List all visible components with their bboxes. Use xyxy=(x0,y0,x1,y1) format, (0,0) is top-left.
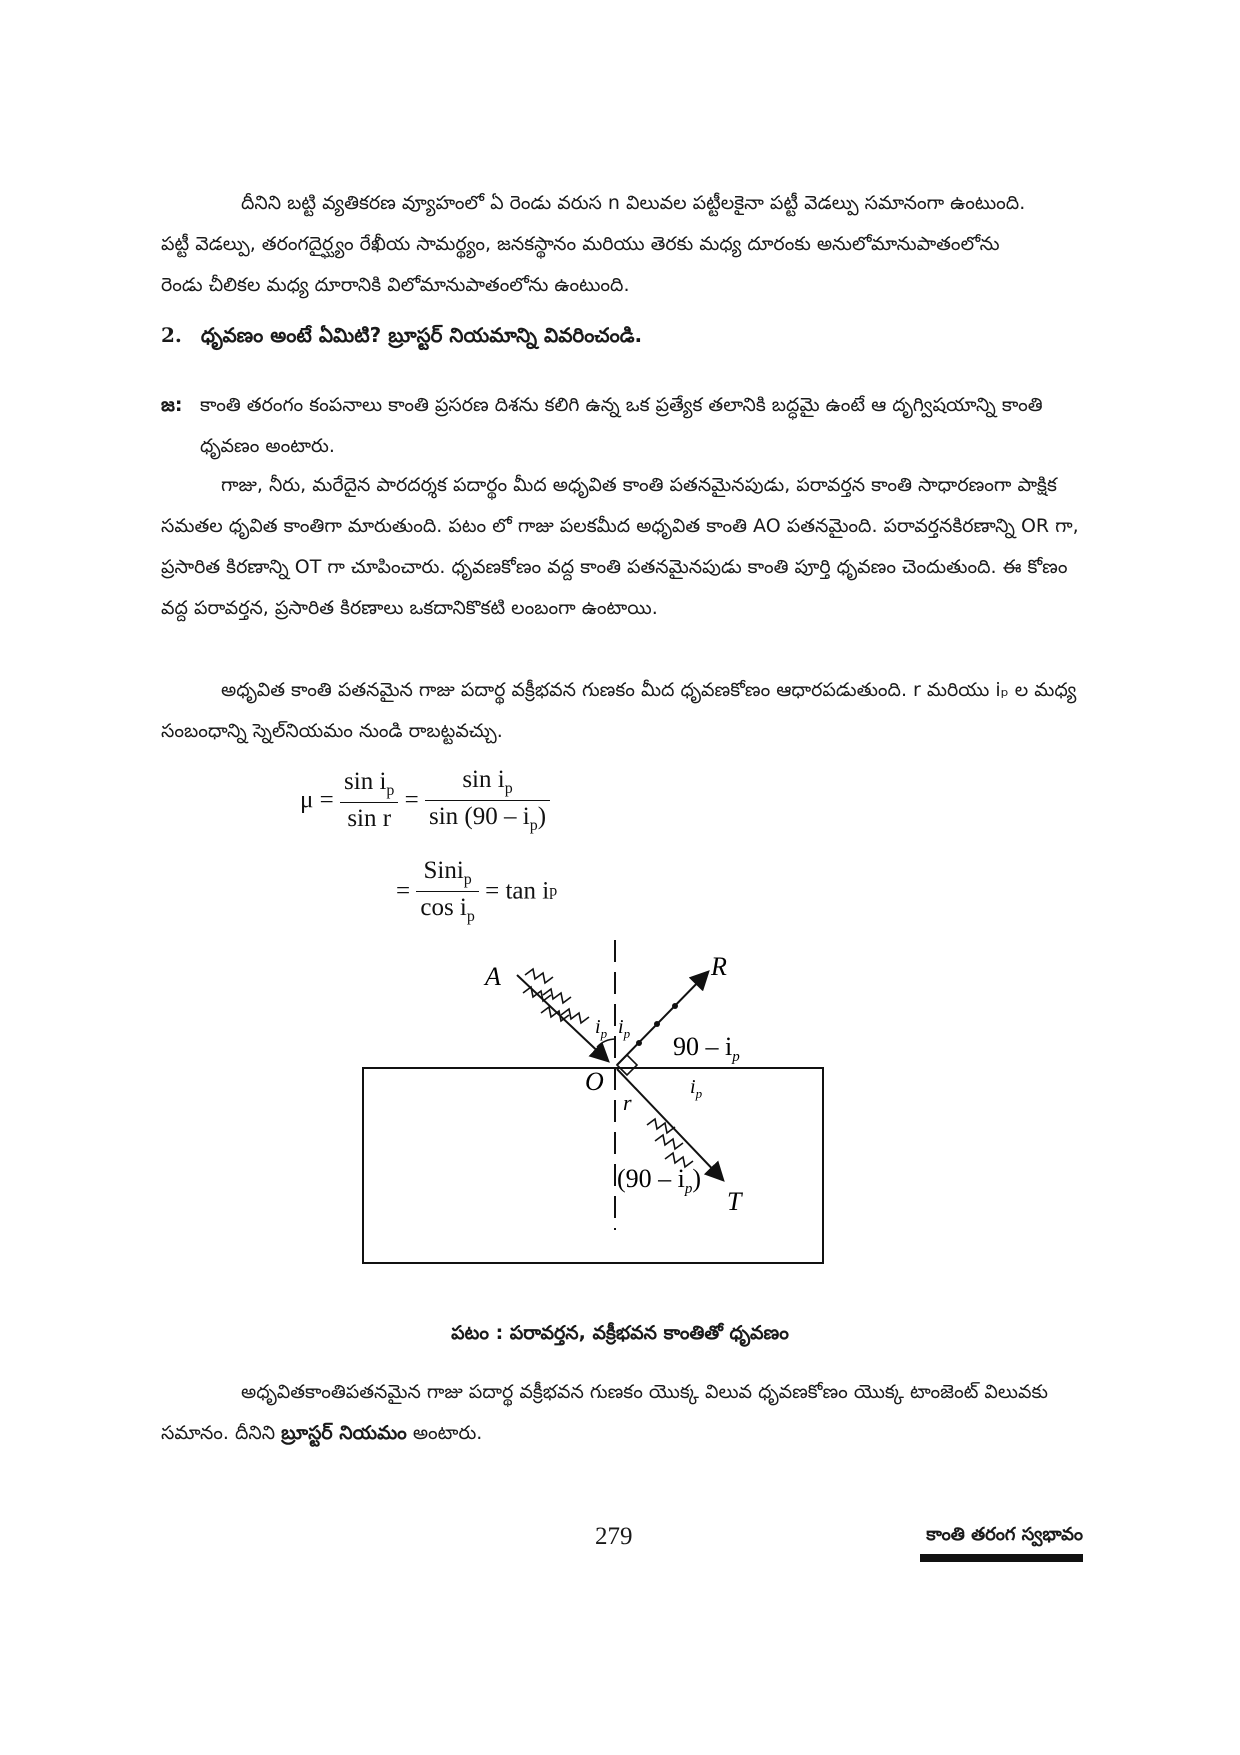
reflected-dot xyxy=(636,1040,642,1046)
sin-90-text: sin (90 – i xyxy=(429,803,530,830)
angle-refracted-i: $i_p$ xyxy=(690,1076,703,1101)
fraction-sin-over-cos xyxy=(416,857,479,926)
intro-line-1: దీనిని బట్టి వ్యతికరణ వ్యూహంలో ఏ రెండు వరుస n విలువల పట్టీలకైనా పట్టీ వెడల్పు సమానంగా ఉంటుంది. xyxy=(241,192,1026,214)
refracted-ray xyxy=(617,1069,722,1179)
sin-r-text: sin r xyxy=(347,805,392,832)
intro-paragraph xyxy=(161,183,1081,306)
answer-paragraph-3: అధృవిత కాంతి పతనమైన గాజు పదార్థ వక్రీభవన గుణకం మీద ధృవణకోణం ఆధారపడుతుంది. r మరియు iₚ ల మధ్య సంబంధాన్ని స్నెల్‌నియమం నుండి రాబట్టవచ్చు. xyxy=(161,679,1077,742)
label-T: T xyxy=(727,1187,742,1216)
conclusion-text-start: అధృవితకాంతిపతనమైన గాజు పదార్థ వక్రీభవన గుణకం యొక్క విలువ ధృవణకోణం యొక్క టాంజెంట్ విలువకు సమానం. దీనిని xyxy=(161,1381,1048,1444)
sini-text: Sini xyxy=(423,857,464,884)
glass-slab xyxy=(363,1068,823,1263)
answer-paragraph-1: కాంతి తరంగం కంపనాలు కాంతి ప్రసరణ దిశను కలిగి ఉన్న ఒక ప్రత్యేక తలానికి బద్ధమై ఉంటే ఆ దృగ్విషయాన్ని కాంతి ధృవణం అంటారు. xyxy=(200,394,1043,457)
answer-label: జ: xyxy=(161,394,183,416)
angle-90-minus-ip-paren: $(90 - i_p)$ xyxy=(617,1164,702,1197)
subscript-p: p xyxy=(463,871,472,888)
fraction-sin-ip-over-sin-90 xyxy=(425,766,550,835)
answer-paragraph-2: గాజు, నీరు, మరేదైన పారదర్శక పదార్థం మీద అధృవిత కాంతి పతనమైనపుడు, పరావర్తన కాంతి సాధారణంగా పాక్షిక సమతల ధృవిత కాంతిగా మారుతుంది. పటం లో గాజు పలకమీద అధృవిత కాంతి AO పతనమైంది. పరావర్తనకిరణాన్ని OR గా, ప్రసారిత కిరణాన్ని OT గా చూపించారు. ధృవణకోణం వద్ద కాంతి పతనమైనపుడు కాంతి పూర్తి ధృవణం చెందుతుంది. ఈ కోణం వద్ద పరావర్తన, ప్రసారిత కిరణాలు ఒకదానికొకటి లంబంగా ఉంటాయి. xyxy=(161,474,1079,619)
equals-sign: = xyxy=(404,786,419,814)
mu-symbol: μ = xyxy=(300,786,334,814)
question-text: ధృవణం అంటే ఏమిటి? బ్రూస్టర్ నియమాన్ని వివరించండి. xyxy=(200,323,643,347)
equals-sign: = xyxy=(396,877,411,905)
angle-90-minus-ip: $90 - i_p$ xyxy=(673,1032,740,1065)
reflected-dot xyxy=(654,1021,660,1027)
refracted-vibration-marks xyxy=(647,1119,693,1167)
reflected-dot xyxy=(672,1003,678,1009)
label-A: A xyxy=(485,962,501,991)
brewster-figure xyxy=(355,935,835,1285)
subscript-p: p xyxy=(529,817,538,834)
brewster-law-term: బ్రూస్టర్ నియమం xyxy=(281,1422,407,1444)
cos-ip-text: cos i xyxy=(420,894,467,921)
tan-ip-text: = tan i xyxy=(485,877,550,905)
intro-line-2: పట్టీ వెడల్పు, తరంగదైర్ఘ్యం రేఖీయ సామర్థ్యం, జనకస్థానం మరియు తెరకు మధ్య దూరంకు అనులోమానుపాతంలోను xyxy=(161,233,1000,255)
page-number: 279 xyxy=(595,1523,633,1550)
intro-line-3: రెండు చీలికల మధ్య దూరానికి విలోమానుపాతంలోను ఉంటుంది. xyxy=(161,274,630,296)
figure-caption: పటం : పరావర్తన, వక్రీభవన కాంతితో ధృవణం xyxy=(451,1322,789,1344)
sin-ip-text: sin i xyxy=(462,766,505,793)
sin-ip-text: sin i xyxy=(344,768,387,795)
conclusion-text-end: అంటారు. xyxy=(406,1422,483,1444)
fraction-sin-ip-over-sin-r xyxy=(340,768,398,833)
subscript-p: p xyxy=(386,782,395,799)
close-paren: ) xyxy=(537,803,547,830)
angle-ip-right: $i_p$ xyxy=(618,1016,631,1041)
conclusion-paragraph xyxy=(161,1372,1081,1454)
incident-vibration-marks xyxy=(523,969,589,1023)
running-title: కాంతి తరంగ స్వభావం xyxy=(926,1524,1083,1545)
question-number: 2. xyxy=(161,323,182,347)
subscript-p: p xyxy=(466,908,475,925)
question-heading xyxy=(161,318,642,352)
label-O: O xyxy=(585,1067,604,1096)
subscript-p: p xyxy=(504,780,513,797)
equation-tan xyxy=(396,857,557,926)
subscript-p: p xyxy=(549,882,558,900)
label-R: R xyxy=(711,952,727,981)
footer-rule xyxy=(920,1554,1083,1562)
label-r: r xyxy=(623,1090,632,1115)
angle-ip-left: $i_p$ xyxy=(595,1016,608,1041)
equation-snell xyxy=(300,766,550,835)
